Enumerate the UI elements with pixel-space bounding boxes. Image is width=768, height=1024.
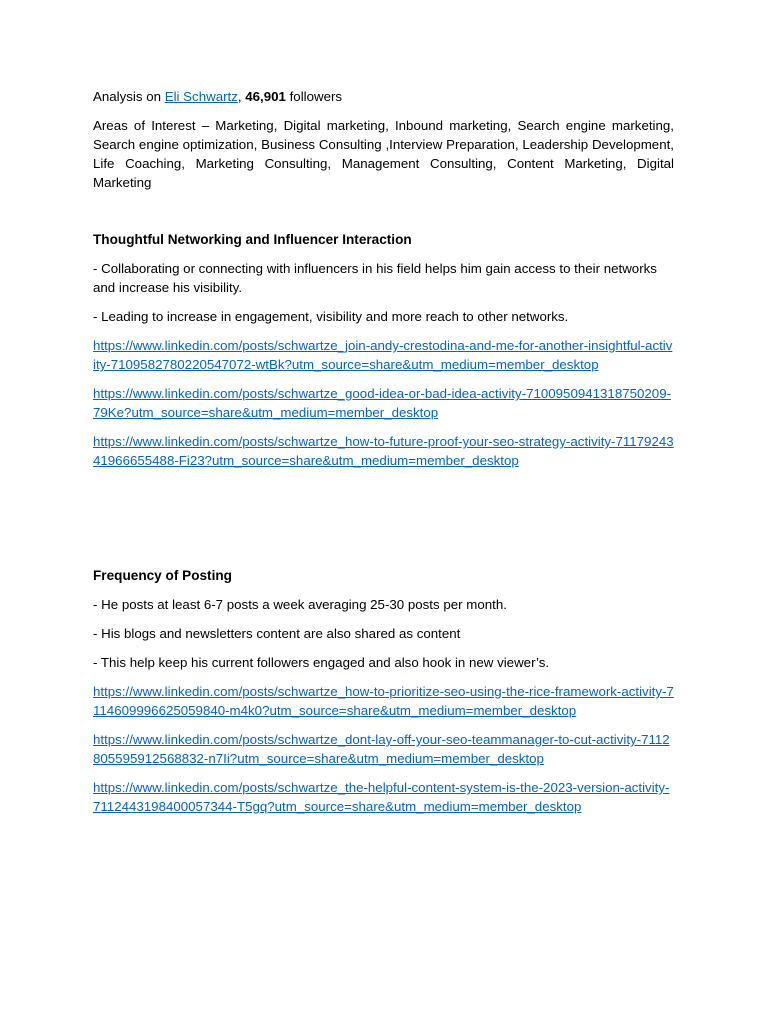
networking-point: - Leading to increase in engagement, visibility and more reach to other networks. — [93, 309, 569, 324]
post-link[interactable]: https://www.linkedin.com/posts/schwartze_how-to-prioritize-seo-using-the-rice-framework-activity-7114609996625059840-m4k0?utm_source=share&utm_medium=member_desktop — [93, 684, 674, 718]
section-heading-networking: Thoughtful Networking and Influencer Interaction — [93, 232, 412, 247]
post-link[interactable]: https://www.linkedin.com/posts/schwartze_good-idea-or-bad-idea-activity-7100950941318750209-79Ke?utm_source=share&utm_medium=member_desktop — [93, 386, 672, 420]
post-link[interactable]: https://www.linkedin.com/posts/schwartze_how-to-future-proof-your-seo-strategy-activity-7117924341966655488-Fi23?utm_source=share&utm_medium=member_desktop — [93, 434, 674, 468]
section-heading-frequency: Frequency of Posting — [93, 568, 232, 583]
post-link[interactable]: https://www.linkedin.com/posts/schwartze_the-helpful-content-system-is-the-2023-version-activity-7112443198400057344-T5gq?utm_source=share&utm_medium=member_desktop — [93, 780, 670, 814]
networking-link-item — [93, 432, 674, 470]
networking-point: - Collaborating or connecting with influencers in his field helps him gain access to their networks and increase his visibility. — [93, 261, 657, 295]
intro-prefix: Analysis on — [93, 89, 165, 104]
post-link[interactable]: https://www.linkedin.com/posts/schwartze_join-andy-crestodina-and-me-for-another-insightful-activity-7109582780220547072-wtBk?utm_source=share&utm_medium=member_desktop — [93, 338, 673, 372]
areas-of-interest: Areas of Interest – Marketing, Digital marketing, Inbound marketing, Search engine marketing, Search engine optimization, Business Consulting ,Interview Preparation, Leadership Development, Life Coaching, Marketing Consulting, Management Consulting, Content Marketing, Digital Marketing — [93, 118, 674, 190]
post-link[interactable]: https://www.linkedin.com/posts/schwartze_dont-lay-off-your-seo-teammanager-to-cut-activity-7112805595912568832-n7Ii?utm_source=share&utm_medium=member_desktop — [93, 732, 670, 766]
frequency-link-item — [93, 778, 674, 816]
frequency-point: - His blogs and newsletters content are also shared as content — [93, 626, 461, 641]
frequency-link-item — [93, 730, 674, 768]
followers-label: followers — [285, 89, 343, 104]
frequency-point: - This help keep his current followers engaged and also hook in new viewer’s. — [93, 655, 550, 670]
frequency-link-item — [93, 682, 674, 720]
followers-count: 46,901 — [245, 89, 286, 104]
frequency-point: - He posts at least 6-7 posts a week averaging 25-30 posts per month. — [93, 597, 507, 612]
networking-link-item — [93, 384, 674, 422]
profile-name-link[interactable]: Eli Schwartz — [164, 89, 238, 104]
section-spacer — [93, 480, 674, 566]
networking-link-item — [93, 336, 674, 374]
intro-comma: , — [237, 89, 246, 104]
document-page — [93, 87, 674, 826]
intro-line — [93, 87, 674, 106]
